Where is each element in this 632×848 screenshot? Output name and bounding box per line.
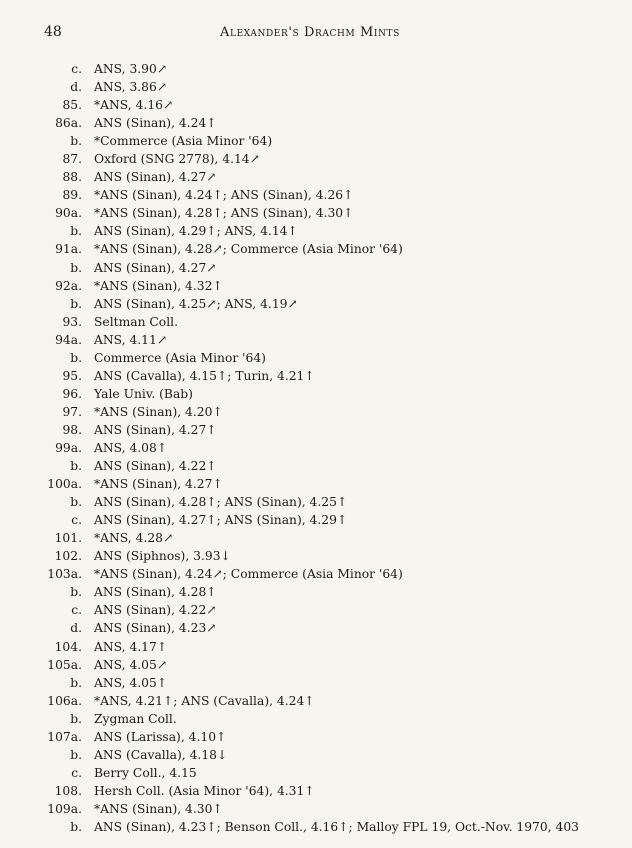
entry-text: *ANS (Sinan), 4.28↑; ANS (Sinan), 4.30↑ (94, 206, 354, 221)
entry-text: *ANS (Sinan), 4.32↑ (94, 278, 223, 293)
entry-text: ANS (Sinan), 4.23↗ (94, 621, 217, 636)
entry-text: ANS, 3.86↗ (94, 80, 168, 95)
entry-number: b. (70, 296, 82, 311)
entry-number: b. (70, 711, 82, 726)
catalog-entry (44, 728, 624, 746)
entry-number: 101. (54, 531, 82, 546)
catalog-entry (44, 818, 624, 836)
catalog-entry (44, 150, 624, 168)
entry-number: 109a. (47, 801, 82, 816)
catalog-entry (44, 277, 624, 295)
entry-text: ANS (Sinan), 4.27↑; ANS (Sinan), 4.29↑ (94, 513, 348, 528)
entry-number: 86a. (55, 116, 82, 131)
catalog-entry (44, 259, 624, 277)
catalog-entry (44, 493, 624, 511)
entry-number: 89. (62, 188, 82, 203)
catalog-entry (44, 601, 624, 619)
entry-text: Hersh Coll. (Asia Minor '64), 4.31↑ (94, 783, 315, 798)
catalog-entry (44, 240, 624, 258)
catalog-entry (44, 204, 624, 222)
entry-number: b. (70, 747, 82, 762)
entry-text: Oxford (SNG 2778), 4.14↗ (94, 152, 260, 167)
catalog-entry (44, 764, 624, 782)
entry-number: b. (70, 675, 82, 690)
entry-text: ANS, 4.11↗ (94, 332, 168, 347)
catalog-entry (44, 692, 624, 710)
entry-text: *ANS, 4.16↗ (94, 98, 174, 113)
catalog-entry (44, 782, 624, 800)
entry-number: 98. (62, 422, 82, 437)
catalog-entry (44, 295, 624, 313)
entry-number: b. (70, 134, 82, 149)
catalog-entry (44, 529, 624, 547)
catalog-entry (44, 132, 624, 150)
entry-text: *ANS (Sinan), 4.24↗; Commerce (Asia Minor '64) (94, 567, 403, 582)
entry-text: ANS (Sinan), 4.27↗ (94, 170, 217, 185)
entry-text: ANS (Sinan), 4.29↑; ANS, 4.14↑ (94, 224, 298, 239)
catalog-entry (44, 78, 624, 96)
entry-text: ANS (Cavalla), 4.15↑; Turin, 4.21↑ (94, 368, 315, 383)
entry-number: b. (70, 350, 82, 365)
catalog-entry (44, 349, 624, 367)
catalog-entry (44, 547, 624, 565)
catalog-entry (44, 168, 624, 186)
entry-number: 87. (62, 152, 82, 167)
catalog-entry (44, 385, 624, 403)
entry-text: ANS (Sinan), 4.23↑; Benson Coll., 4.16↑; Malloy FPL 19, Oct.-Nov. 1970, 403 (94, 819, 579, 834)
catalog-entry (44, 710, 624, 728)
entry-number: 102. (54, 549, 82, 564)
running-head: Alexander's Drachm Mints (220, 25, 400, 40)
entry-number: 104. (54, 639, 82, 654)
entry-text: ANS (Larissa), 4.10↑ (94, 729, 227, 744)
entry-number: 92a. (55, 278, 82, 293)
entry-text: *ANS (Sinan), 4.28↗; Commerce (Asia Minor '64) (94, 242, 403, 257)
entry-text: Commerce (Asia Minor '64) (94, 350, 266, 365)
entry-number: d. (70, 80, 82, 95)
entry-number: c. (71, 765, 82, 780)
entry-number: 93. (62, 314, 82, 329)
catalog-entry (44, 674, 624, 692)
entry-number: 88. (62, 170, 82, 185)
entry-text: ANS, 4.05↑ (94, 675, 168, 690)
entry-text: Yale Univ. (Bab) (94, 386, 193, 401)
entry-number: 107a. (47, 729, 82, 744)
entry-number: 99a. (55, 440, 82, 455)
entry-text: *Commerce (Asia Minor '64) (94, 134, 273, 149)
catalog-entry (44, 421, 624, 439)
catalog-entry (44, 583, 624, 601)
entry-number: 95. (62, 368, 82, 383)
catalog-entry (44, 457, 624, 475)
entry-text: *ANS, 4.28↗ (94, 531, 174, 546)
entry-text: *ANS, 4.21↑; ANS (Cavalla), 4.24↑ (94, 693, 315, 708)
catalog-entry (44, 186, 624, 204)
entry-number: 106a. (47, 693, 82, 708)
entry-number: 85. (62, 98, 82, 113)
entry-number: b. (70, 585, 82, 600)
catalog-entry (44, 331, 624, 349)
entry-text: ANS, 3.90↗ (94, 62, 168, 76)
entry-text: *ANS (Sinan), 4.30↑ (94, 801, 223, 816)
entry-number: 90a. (55, 206, 82, 221)
entry-text: ANS (Sinan), 4.28↑; ANS (Sinan), 4.25↑ (94, 495, 348, 510)
catalog-entry (44, 746, 624, 764)
catalog-entry (44, 96, 624, 114)
catalog-entry (44, 565, 624, 583)
entry-number: b. (70, 495, 82, 510)
entry-number: b. (70, 224, 82, 239)
entry-number: b. (70, 459, 82, 474)
entry-text: ANS (Sinan), 4.22↗ (94, 603, 217, 618)
entry-text: ANS (Sinan), 4.28↑ (94, 585, 217, 600)
entry-number: 108. (54, 783, 82, 798)
catalog-entry (44, 60, 624, 78)
entry-text: Berry Coll., 4.15 (94, 765, 197, 780)
catalog-entry (44, 656, 624, 674)
entry-number: c. (71, 603, 82, 618)
catalog-entry (44, 475, 624, 493)
catalog-entry (44, 800, 624, 818)
entry-number: 105a. (47, 657, 82, 672)
entry-text: ANS (Siphnos), 3.93↓ (94, 549, 231, 564)
catalog-entry (44, 367, 624, 385)
entry-number: c. (71, 62, 82, 76)
entry-number: 96. (62, 386, 82, 401)
entry-text: Seltman Coll. (94, 314, 178, 329)
catalog-entry (44, 222, 624, 240)
entry-number: c. (71, 513, 82, 528)
entry-text: ANS (Sinan), 4.24↑ (94, 116, 217, 131)
entry-text: ANS (Cavalla), 4.18↓ (94, 747, 228, 762)
catalog-entry (44, 439, 624, 457)
entry-text: ANS, 4.05↗ (94, 657, 168, 672)
entry-number: 94a. (55, 332, 82, 347)
entry-number: b. (70, 260, 82, 275)
entry-number: 103a. (47, 567, 82, 582)
page-number: 48 (44, 24, 62, 40)
entry-number: d. (70, 621, 82, 636)
entry-number: b. (70, 819, 82, 834)
entry-text: ANS, 4.17↑ (94, 639, 168, 654)
entry-text: ANS (Sinan), 4.25↗; ANS, 4.19↗ (94, 296, 298, 311)
catalog-entry (44, 313, 624, 331)
catalog-entry (44, 114, 624, 132)
entry-text: *ANS (Sinan), 4.20↑ (94, 404, 223, 419)
entry-number: 91a. (55, 242, 82, 257)
entry-text: Zygman Coll. (94, 711, 177, 726)
entry-text: ANS (Sinan), 4.22↑ (94, 459, 217, 474)
catalog-entry-list (44, 60, 624, 836)
entry-text: ANS, 4.08↑ (94, 440, 168, 455)
catalog-entry (44, 638, 624, 656)
entry-text: *ANS (Sinan), 4.27↑ (94, 477, 223, 492)
catalog-entry (44, 619, 624, 637)
entry-text: *ANS (Sinan), 4.24↑; ANS (Sinan), 4.26↑ (94, 188, 354, 203)
entry-text: ANS (Sinan), 4.27↑ (94, 422, 217, 437)
catalog-entry (44, 511, 624, 529)
catalog-entry (44, 403, 624, 421)
entry-number: 100a. (47, 477, 82, 492)
entry-number: 97. (62, 404, 82, 419)
entry-text: ANS (Sinan), 4.27↗ (94, 260, 217, 275)
